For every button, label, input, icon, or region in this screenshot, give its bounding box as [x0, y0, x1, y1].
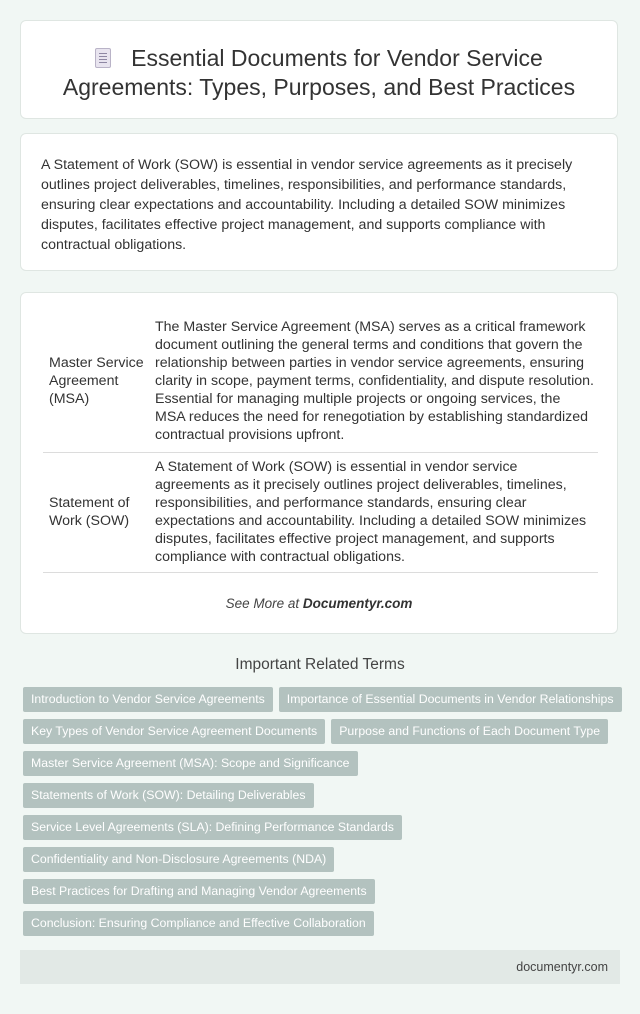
tag-row	[23, 879, 623, 911]
related-terms-list	[23, 687, 623, 943]
tag-row	[23, 719, 623, 751]
page-title	[41, 44, 597, 102]
see-more-site[interactable]: Documentyr.com	[302, 596, 413, 611]
tag-row	[23, 751, 623, 783]
footer-site-link[interactable]: documentyr.com	[516, 960, 608, 974]
related-term-tag[interactable]: Best Practices for Drafting and Managing Vendor Agreements	[23, 879, 375, 904]
related-term-tag[interactable]: Conclusion: Ensuring Compliance and Effective Collaboration	[23, 911, 374, 936]
related-term-tag[interactable]: Introduction to Vendor Service Agreements	[23, 687, 273, 712]
tag-row	[23, 847, 623, 879]
table-row	[43, 311, 598, 452]
tag-row	[23, 911, 623, 943]
tag-row	[23, 783, 623, 815]
related-term-tag[interactable]: Service Level Agreements (SLA): Defining Performance Standards	[23, 815, 402, 840]
document-term: Statement of Work (SOW)	[43, 452, 155, 572]
related-term-tag[interactable]: Key Types of Vendor Service Agreement Documents	[23, 719, 325, 744]
related-term-tag[interactable]: Importance of Essential Documents in Vendor Relationships	[279, 687, 622, 712]
related-term-tag[interactable]: Purpose and Functions of Each Document Type	[331, 719, 608, 744]
related-term-tag[interactable]: Confidentiality and Non-Disclosure Agreements (NDA)	[23, 847, 334, 872]
see-more-link[interactable]	[21, 596, 617, 611]
documents-card	[20, 292, 618, 634]
tag-row	[23, 687, 623, 719]
summary-card	[20, 133, 618, 271]
related-term-tag[interactable]: Statements of Work (SOW): Detailing Deliverables	[23, 783, 314, 808]
related-term-tag[interactable]: Master Service Agreement (MSA): Scope and Significance	[23, 751, 358, 776]
tag-row	[23, 815, 623, 847]
documents-table	[43, 311, 598, 573]
see-more-prefix: See More at	[225, 596, 300, 611]
footer	[20, 950, 620, 984]
related-terms-heading: Important Related Terms	[235, 656, 405, 673]
title-card	[20, 20, 618, 119]
document-description: The Master Service Agreement (MSA) serves as a critical framework document outlining the general terms and conditions that govern the relationship between parties in vendor service agreements, ensuring clarity in scope, payment terms, confidentiality, and dispute resolution. Essential for managing multiple projects or ongoing services, the MSA reduces the need for renegotiation by establishing standardized contractual provisions upfront.	[155, 311, 598, 452]
summary-text: A Statement of Work (SOW) is essential in vendor service agreements as it precisely outlines project deliverables, timelines, responsibilities, and performance standards, ensuring clear expectations and accountability. Including a detailed SOW minimizes disputes, facilitates effective project management, and supports compliance with contractual obligations.	[41, 157, 573, 253]
document-icon	[95, 48, 111, 68]
document-term: Master Service Agreement (MSA)	[43, 311, 155, 452]
page-title-text: Essential Documents for Vendor Service Agreements: Types, Purposes, and Best Practices	[62, 45, 576, 100]
document-description: A Statement of Work (SOW) is essential in vendor service agreements as it precisely outlines project deliverables, timelines, responsibilities, and performance standards, ensuring clear expectations and accountability. Including a detailed SOW minimizes disputes, facilitates effective project management, and supports compliance with contractual obligations.	[155, 452, 598, 572]
table-row	[43, 452, 598, 572]
